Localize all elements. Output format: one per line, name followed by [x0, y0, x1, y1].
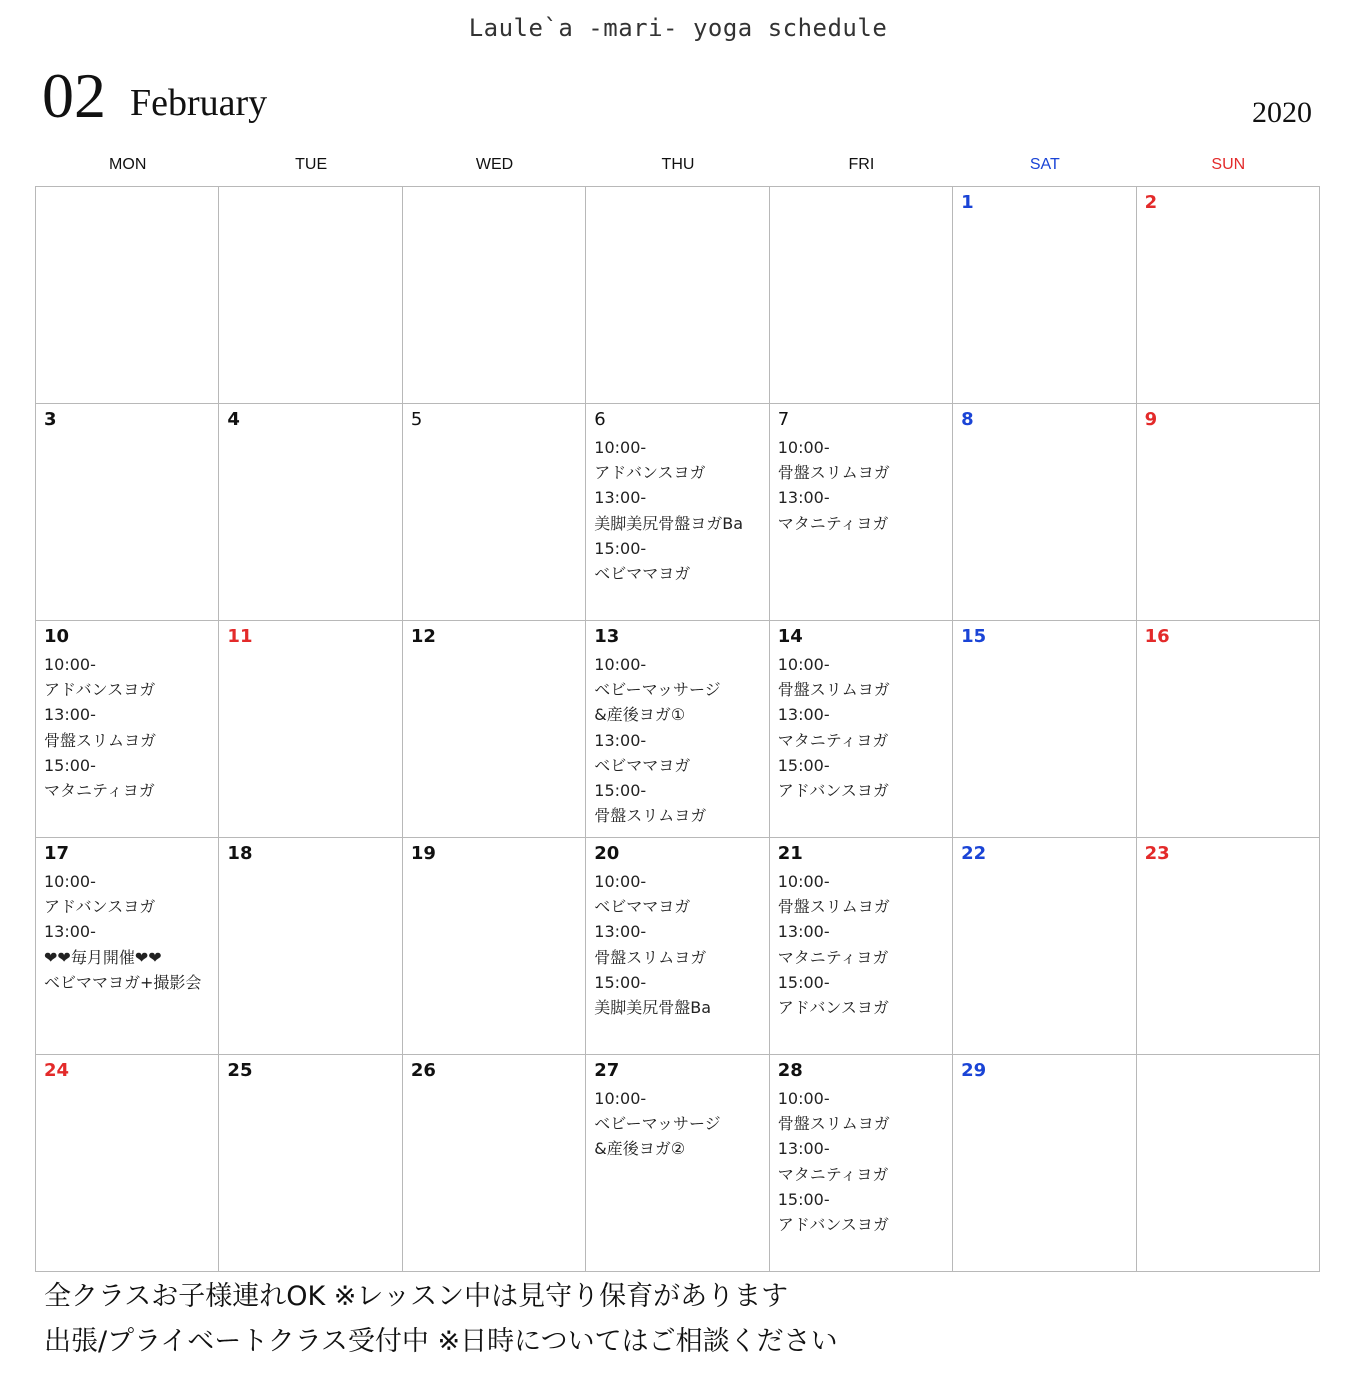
class-name: 骨盤スリムヨガ [44, 730, 157, 750]
class-name: アドバンスヨガ [777, 1215, 889, 1235]
day-cell-28 [770, 1055, 953, 1272]
class-name: &産後ヨガ② [594, 1139, 686, 1159]
class-name: ベビママヨガ [594, 897, 691, 917]
day-number: 20 [594, 843, 620, 864]
class-name: 骨盤スリムヨガ [594, 806, 707, 826]
class-time: 10:00- [594, 438, 647, 457]
class-time: 15:00- [44, 755, 96, 775]
class-time: 15:00- [594, 781, 647, 801]
class-time: 13:00- [777, 488, 830, 508]
day-number: 17 [44, 843, 70, 864]
day-cell-22 [953, 838, 1136, 1055]
day-cell-26 [403, 1055, 586, 1272]
day-number: 15 [961, 626, 987, 647]
empty-day-cell [770, 187, 953, 404]
day-cell-7 [770, 404, 953, 621]
weekday-sat: SAT [1029, 156, 1060, 173]
day-cell-13 [586, 621, 769, 838]
day-number: 1 [961, 192, 974, 213]
class-time: 15:00- [594, 538, 647, 558]
day-number: 23 [1144, 843, 1170, 864]
class-time: 13:00- [44, 705, 96, 725]
class-time: 10:00- [777, 872, 830, 891]
empty-day-cell [1137, 1055, 1320, 1272]
class-name: アドバンスヨガ [594, 463, 706, 483]
day-cell-20 [586, 838, 769, 1055]
class-time: 13:00- [777, 922, 830, 942]
day-number: 7 [777, 409, 790, 430]
class-name: 美脚美尻骨盤ヨガBa [594, 513, 744, 533]
day-number: 27 [594, 1060, 620, 1081]
day-number: 3 [44, 409, 57, 430]
day-cell-10 [36, 621, 219, 838]
class-name: 骨盤スリムヨガ [594, 947, 707, 967]
class-time: 15:00- [777, 1189, 830, 1209]
weekday-tue: TUE [295, 156, 328, 173]
day-number: 24 [44, 1060, 70, 1081]
day-number: 29 [961, 1060, 987, 1081]
class-time: 10:00- [44, 872, 96, 891]
empty-day-cell [36, 187, 219, 404]
weekday-fri: FRI [848, 156, 875, 173]
day-number: 25 [227, 1060, 253, 1081]
class-name: 骨盤スリムヨガ [777, 463, 890, 483]
class-time: 10:00- [777, 438, 830, 457]
class-time: 10:00- [594, 872, 647, 891]
class-name: &産後ヨガ① [594, 705, 686, 725]
class-name: 骨盤スリムヨガ [777, 1114, 890, 1134]
day-cell-1 [953, 187, 1136, 404]
year: 2020 [1252, 96, 1312, 129]
class-name: マタニティヨガ [777, 730, 889, 750]
month-number: 02 [42, 60, 106, 131]
day-cell-23 [1137, 838, 1320, 1055]
empty-day-cell [403, 187, 586, 404]
class-time: 10:00- [594, 1089, 647, 1108]
class-name: ベビママヨガ+撮影会 [44, 972, 202, 992]
footer-note-childcare: 全クラスお子様連れOK ※レッスン中は見守り保育があります [44, 1281, 789, 1312]
month-name: February [130, 82, 268, 124]
weekday-sun: SUN [1211, 156, 1246, 173]
day-number: 6 [594, 409, 606, 430]
class-name: ベビーマッサージ [594, 1114, 721, 1134]
day-number: 18 [227, 843, 253, 864]
class-name: アドバンスヨガ [777, 998, 889, 1018]
day-cell-5 [403, 404, 586, 621]
day-number: 19 [410, 843, 436, 864]
day-number: 12 [410, 626, 436, 647]
weekday-wed: WED [475, 156, 514, 173]
class-time: 13:00- [594, 922, 647, 942]
day-cell-2 [1137, 187, 1320, 404]
class-name: ベビーマッサージ [594, 680, 721, 700]
class-time: 10:00- [777, 655, 830, 674]
class-name: 骨盤スリムヨガ [777, 680, 890, 700]
class-time: 10:00- [44, 655, 96, 674]
day-number: 2 [1144, 192, 1158, 213]
calendar-grid [35, 186, 1320, 1272]
day-cell-21 [770, 838, 953, 1055]
day-cell-4 [219, 404, 402, 621]
day-number: 5 [410, 409, 423, 430]
day-number: 26 [410, 1060, 436, 1081]
day-cell-11 [219, 621, 402, 838]
class-name: アドバンスヨガ [44, 897, 156, 917]
weekday-mon: MON [109, 156, 147, 173]
day-number: 28 [777, 1060, 803, 1081]
class-time: 13:00- [44, 922, 96, 942]
day-number: 16 [1144, 626, 1170, 647]
day-number: 14 [777, 626, 803, 647]
class-time: 15:00- [777, 972, 830, 992]
class-name: 美脚美尻骨盤Ba [594, 998, 712, 1018]
day-number: 8 [961, 409, 974, 430]
day-number: 21 [777, 843, 803, 864]
class-time: 13:00- [594, 488, 647, 508]
class-name: マタニティヨガ [777, 947, 889, 967]
class-time: 13:00- [777, 1139, 830, 1159]
day-cell-14 [770, 621, 953, 838]
day-number: 11 [227, 626, 253, 647]
class-time: 13:00- [777, 705, 830, 725]
empty-day-cell [219, 187, 402, 404]
day-number: 4 [227, 409, 240, 430]
day-cell-19 [403, 838, 586, 1055]
class-time: 10:00- [594, 655, 647, 674]
day-cell-17 [36, 838, 219, 1055]
day-number: 9 [1144, 409, 1158, 430]
day-cell-3 [36, 404, 219, 621]
weekday-header-row [36, 156, 1320, 180]
class-name: マタニティヨガ [777, 1164, 889, 1184]
class-time: 10:00- [777, 1089, 830, 1108]
day-cell-8 [953, 404, 1136, 621]
day-cell-12 [403, 621, 586, 838]
class-time: 15:00- [777, 755, 830, 775]
weekday-thu: THU [661, 156, 695, 173]
class-name: アドバンスヨガ [44, 680, 156, 700]
empty-day-cell [586, 187, 769, 404]
footer-note-private-class: 出張/プライベートクラス受付中 ※日時についてはご相談ください [44, 1326, 838, 1357]
day-cell-27 [586, 1055, 769, 1272]
day-cell-6 [586, 404, 769, 621]
day-number: 10 [44, 626, 70, 647]
schedule-title: Laule`a -mari- yoga schedule [468, 14, 888, 42]
day-number: 13 [594, 626, 620, 647]
class-time: 15:00- [594, 972, 647, 992]
day-cell-24 [36, 1055, 219, 1272]
day-cell-29 [953, 1055, 1136, 1272]
class-name: アドバンスヨガ [777, 781, 889, 801]
day-number: 22 [961, 843, 987, 864]
day-cell-25 [219, 1055, 402, 1272]
day-cell-9 [1137, 404, 1320, 621]
class-name: ベビママヨガ [594, 755, 691, 775]
class-time: 13:00- [594, 730, 647, 750]
class-name: マタニティヨガ [44, 781, 155, 801]
class-name: マタニティヨガ [777, 513, 889, 533]
day-cell-18 [219, 838, 402, 1055]
class-name: ベビママヨガ [594, 564, 691, 584]
class-name: ❤❤毎月開催❤❤ [44, 947, 162, 967]
day-cell-15 [953, 621, 1136, 838]
day-cell-16 [1137, 621, 1320, 838]
class-name: 骨盤スリムヨガ [777, 897, 890, 917]
